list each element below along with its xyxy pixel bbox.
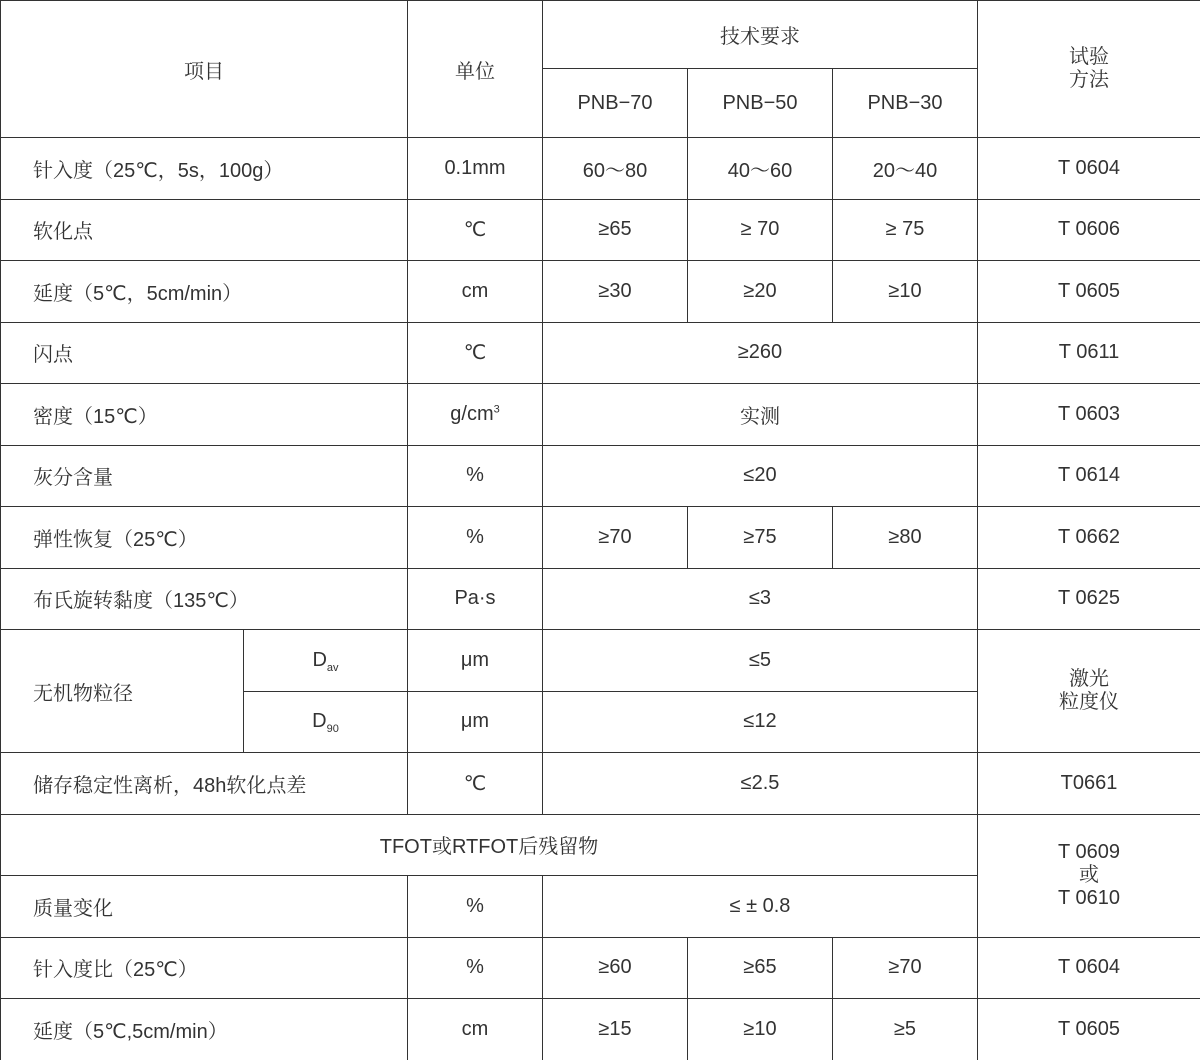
- row-item-label: 针入度比（25℃）: [1, 937, 408, 999]
- unit-superscript: 3: [493, 403, 500, 416]
- row-value-all-grades: ≤ ± 0.8: [543, 876, 978, 938]
- unit-base: g/cm: [450, 402, 494, 425]
- row-test-method: T 0605: [978, 999, 1200, 1060]
- row-value-pnb-50: ≥10: [688, 999, 833, 1060]
- header-tech-requirement: 技术要求: [543, 1, 978, 69]
- table-row: [1, 138, 1200, 200]
- row-test-method: T 0662: [978, 507, 1200, 569]
- row-test-method: T0661: [978, 753, 1200, 815]
- row-unit: %: [408, 445, 543, 507]
- header-item: 项目: [1, 1, 408, 138]
- table-row: [1, 199, 1200, 261]
- row-value-all-grades: ≤20: [543, 445, 978, 507]
- test-method-line: 或: [1079, 864, 1099, 886]
- row-item-label: 灰分含量: [1, 445, 408, 507]
- row-value-all-grades: ≤12: [543, 691, 978, 753]
- table-row: [1, 999, 1200, 1060]
- row-test-method: T 0604: [978, 937, 1200, 999]
- header-test-method-line: 方法: [1069, 69, 1109, 91]
- row-value-pnb-70: ≥70: [543, 507, 688, 569]
- row-unit: ℃: [408, 322, 543, 384]
- sub-item-subscript: 90: [326, 723, 339, 736]
- table-row: [1, 384, 1200, 446]
- row-unit: cm: [408, 999, 543, 1060]
- row-test-method: T 0614: [978, 445, 1200, 507]
- table-row: [1, 630, 1200, 692]
- row-value-pnb-50: ≥75: [688, 507, 833, 569]
- row-value-pnb-50: ≥ 70: [688, 199, 833, 261]
- sub-item-symbol: D: [312, 710, 327, 733]
- row-item-label: 布氏旋转黏度（135℃）: [1, 568, 408, 630]
- table-row: [1, 445, 1200, 507]
- row-value-all-grades: ≥260: [543, 322, 978, 384]
- row-unit: ℃: [408, 199, 543, 261]
- header-unit: 单位: [408, 1, 543, 138]
- header-grade-pnb-30: PNB−30: [833, 69, 978, 138]
- test-method-line: 激光: [1069, 668, 1109, 690]
- row-unit: cm: [408, 261, 543, 323]
- sub-item-subscript: av: [326, 661, 339, 674]
- row-unit: 0.1mm: [408, 138, 543, 200]
- header-test-method: [978, 1, 1200, 138]
- row-unit: %: [408, 507, 543, 569]
- row-unit: [408, 384, 543, 446]
- row-sub-item: [244, 630, 408, 692]
- row-value-all-grades: ≤5: [543, 630, 978, 692]
- header-row: [1, 1, 1200, 69]
- row-value-pnb-30: ≥ 75: [833, 199, 978, 261]
- row-item-label: 质量变化: [1, 876, 408, 938]
- header-grade-pnb-70: PNB−70: [543, 69, 688, 138]
- row-item-label: 针入度（25℃，5s，100g）: [1, 138, 408, 200]
- row-test-method: T 0603: [978, 384, 1200, 446]
- row-item-label: 软化点: [1, 199, 408, 261]
- table-row: [1, 507, 1200, 569]
- row-sub-item: [244, 691, 408, 753]
- table-row: [1, 937, 1200, 999]
- sub-item-symbol: D: [312, 648, 327, 671]
- row-value-all-grades: ≤3: [543, 568, 978, 630]
- row-item-label: 延度（5℃,5cm/min）: [1, 999, 408, 1060]
- row-item-label: 延度（5℃，5cm/min）: [1, 261, 408, 323]
- row-unit: Pa·s: [408, 568, 543, 630]
- row-unit: %: [408, 876, 543, 938]
- row-test-method: T 0611: [978, 322, 1200, 384]
- row-test-method: T 0625: [978, 568, 1200, 630]
- row-value-pnb-30: ≥80: [833, 507, 978, 569]
- row-unit: μm: [408, 691, 543, 753]
- header-test-method-line: 试验: [1069, 46, 1109, 68]
- row-value-pnb-30: ≥70: [833, 937, 978, 999]
- table-row: [1, 753, 1200, 815]
- row-unit: %: [408, 937, 543, 999]
- row-value-pnb-70: ≥65: [543, 199, 688, 261]
- section-row: [1, 814, 1200, 876]
- test-method-line: T 0610: [1058, 887, 1120, 909]
- row-test-method: [978, 814, 1200, 937]
- row-test-method: [978, 630, 1200, 753]
- row-value-pnb-30: 20～40: [833, 138, 978, 200]
- row-value-pnb-30: ≥10: [833, 261, 978, 323]
- section-title: TFOT或RTFOT后残留物: [1, 814, 978, 876]
- table-row: [1, 322, 1200, 384]
- row-value-pnb-70: 60～80: [543, 138, 688, 200]
- row-value-pnb-50: ≥65: [688, 937, 833, 999]
- row-item-label: 无机物粒径: [1, 630, 244, 753]
- row-test-method: T 0604: [978, 138, 1200, 200]
- row-test-method: T 0606: [978, 199, 1200, 261]
- row-unit: ℃: [408, 753, 543, 815]
- row-item-label: 弹性恢复（25℃）: [1, 507, 408, 569]
- row-item-label: 密度（15℃）: [1, 384, 408, 446]
- test-method-line: 粒度仪: [1059, 691, 1119, 713]
- table-row: [1, 261, 1200, 323]
- row-item-label: 闪点: [1, 322, 408, 384]
- row-value-pnb-50: 40～60: [688, 138, 833, 200]
- row-value-pnb-70: ≥15: [543, 999, 688, 1060]
- row-value-all-grades: ≤2.5: [543, 753, 978, 815]
- table-row: [1, 568, 1200, 630]
- row-unit: μm: [408, 630, 543, 692]
- row-item-label: 储存稳定性离析，48h软化点差: [1, 753, 408, 815]
- row-value-all-grades: 实测: [543, 384, 978, 446]
- row-value-pnb-70: ≥30: [543, 261, 688, 323]
- row-value-pnb-70: ≥60: [543, 937, 688, 999]
- test-method-line: T 0609: [1058, 841, 1120, 863]
- row-test-method: T 0605: [978, 261, 1200, 323]
- header-grade-pnb-50: PNB−50: [688, 69, 833, 138]
- row-value-pnb-50: ≥20: [688, 261, 833, 323]
- row-value-pnb-30: ≥5: [833, 999, 978, 1060]
